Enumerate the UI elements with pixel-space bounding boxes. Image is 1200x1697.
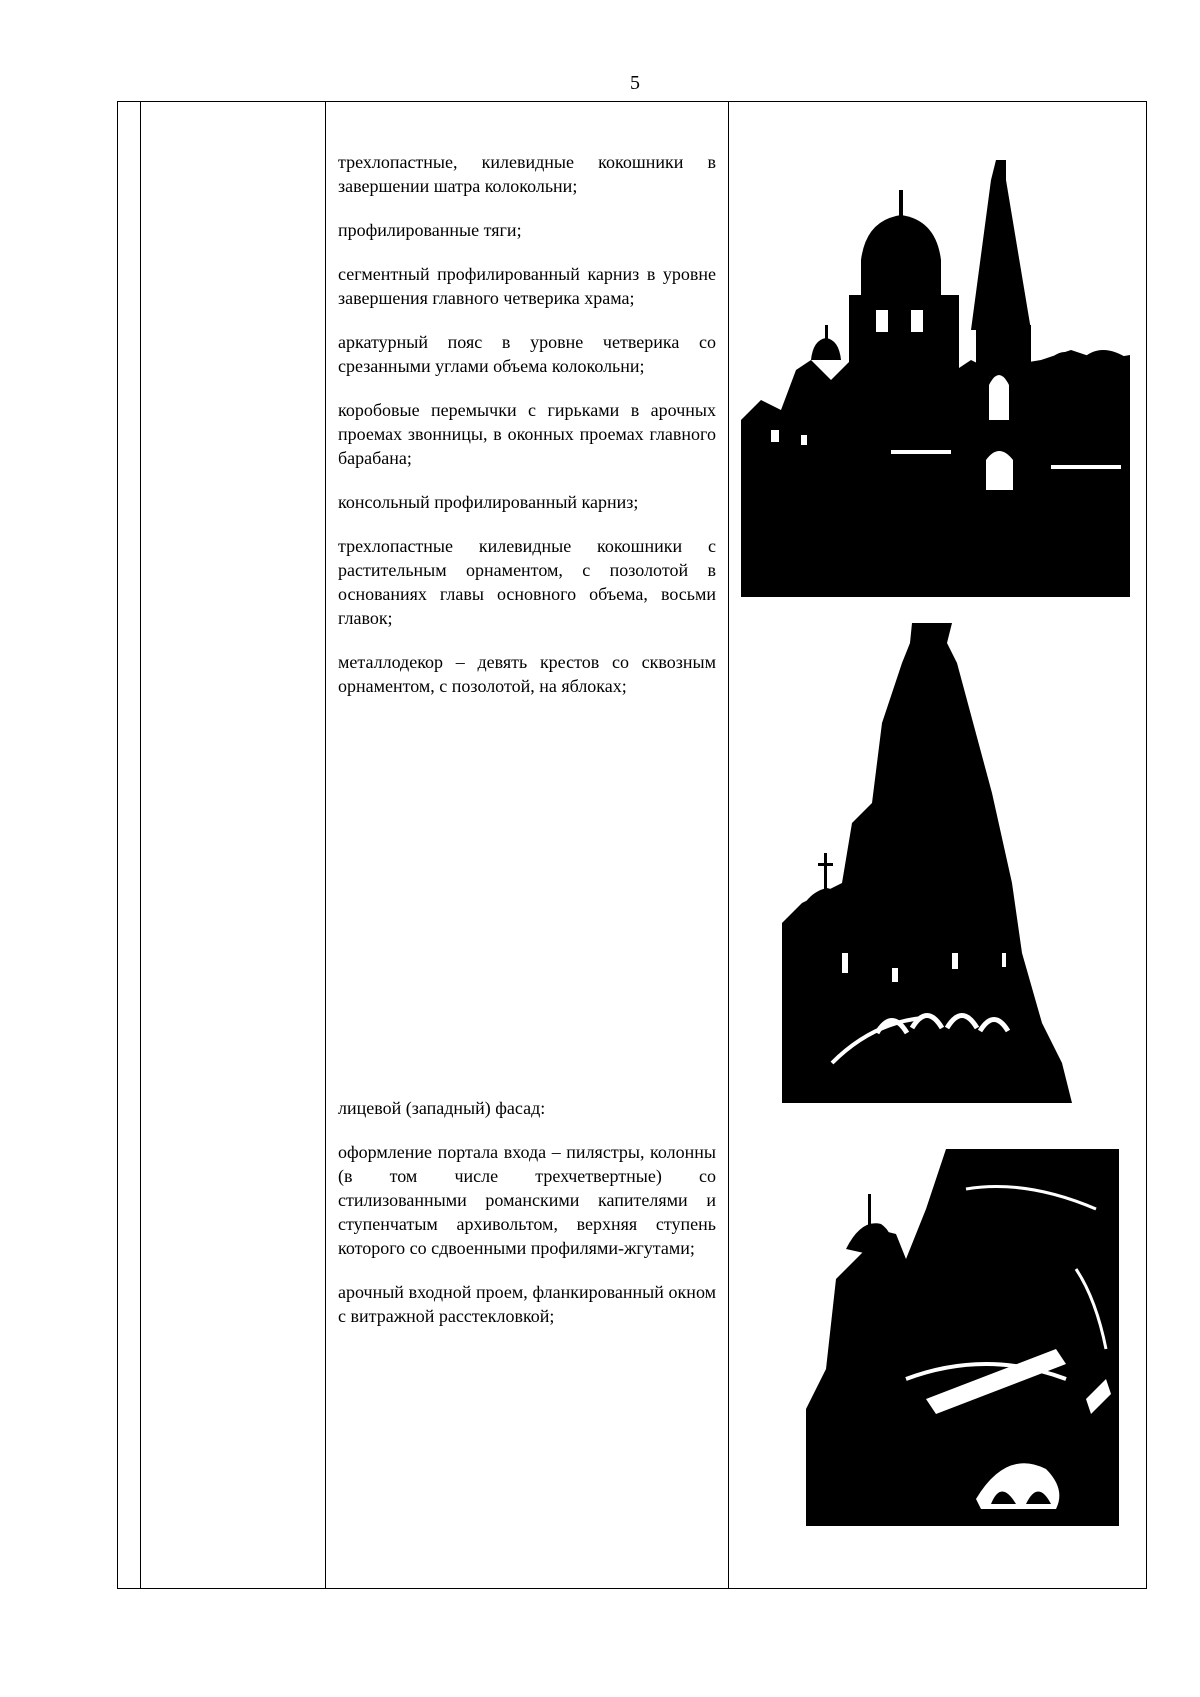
list-item: консольный профилированный карниз; — [338, 492, 639, 512]
table-column-divider-2 — [325, 101, 326, 1589]
list-item: аркатурный пояс в уровне четверика со срезанными углами объема колокольни; — [338, 332, 716, 376]
list-item: коробовые перемычки с гирьками в арочных проемах звонницы, в оконных проемах главного барабана; — [338, 400, 716, 468]
list-item: металлодекор – девять крестов со сквозным орнаментом, с позолотой, на яблоках; — [338, 652, 716, 696]
table-column-divider-1 — [140, 101, 141, 1589]
photo-tent-roof — [782, 623, 1088, 1103]
list-item: оформление портала входа – пилястры, колонны (в том числе трехчетвертные) со стилизованными романскими капителями и ступенчатым архивольтом, верхняя ступень которого со сдвоенными профилями-жгутами; — [338, 1142, 716, 1258]
list-item: трехлопастные, килевидные кокошники в завершении шатра колокольни; — [338, 152, 716, 196]
list-item: арочный входной проем, фланкированный окном с витражной расстекловкой; — [338, 1282, 716, 1326]
list-item: сегментный профилированный карниз в уровне завершения главного четверика храма; — [338, 264, 716, 308]
photo-domes-closeup — [806, 1149, 1119, 1526]
west-facade-section — [338, 1096, 716, 1348]
page-number: 5 — [630, 72, 640, 94]
table-border-left — [117, 101, 118, 1589]
section-heading: лицевой (западный) фасад: — [338, 1098, 546, 1118]
description-column — [338, 150, 716, 1326]
list-item: профилированные тяги; — [338, 220, 522, 240]
table-column-divider-3 — [728, 101, 729, 1589]
photo-church-belltower — [741, 160, 1130, 597]
table-border-right — [1146, 101, 1147, 1589]
list-item: трехлопастные килевидные кокошники с растительным орнаментом, с позолотой в основаниях главы основного объема, восьми главок; — [338, 536, 716, 628]
